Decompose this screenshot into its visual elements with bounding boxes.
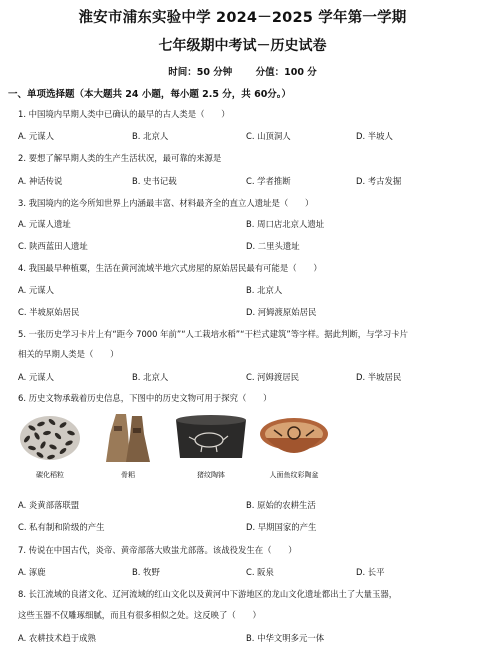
question-7-option-d: D. 长平 [356, 567, 385, 577]
question-3-option-b: B. 周口店北京人遗址 [246, 219, 325, 229]
question-5-option-d: D. 半坡居民 [356, 372, 402, 382]
question-5-option-a: A. 元谋人 [18, 372, 55, 382]
exam-meta [0, 64, 485, 78]
question-6-option-c: C. 私有制和阶级的产生 [18, 522, 105, 532]
question-1-option-c: C. 山顶洞人 [246, 131, 291, 141]
section-heading: 一、单项选择题（本大题共 24 小题，每小题 2.5 分，共 60分。） [8, 89, 292, 100]
question-4-option-b: B. 北京人 [246, 285, 283, 295]
question-6-option-d: D. 早期国家的产生 [246, 522, 317, 532]
question-7-option-a: A. 涿鹿 [18, 567, 46, 577]
question-5-option-b: B. 北京人 [132, 372, 169, 382]
question-1-option-a: A. 元谋人 [18, 131, 55, 141]
exam-subject-title: 七年级期中考试－历史试卷 [158, 38, 327, 54]
exam-school-title: 淮安市浦东实验中学 2024－2025 学年第一学期 [78, 10, 407, 26]
question-2-option-d: D. 考古发掘 [356, 176, 402, 186]
figure-caption-4: 人面鱼纹彩陶盆 [269, 471, 319, 479]
question-8-stem-cont: 这些玉器不仅雕琢细腻，而且有很多相似之处。这反映了（ ） [18, 610, 261, 620]
carbonized-rice-image [14, 412, 86, 464]
question-5-option-c: C. 河姆渡居民 [246, 372, 300, 382]
figure-caption-3: 猪纹陶钵 [197, 471, 225, 479]
question-5-stem-cont: 相关的早期人类是（ ） [18, 349, 119, 359]
exam-score: 分值：100 分 [255, 67, 317, 78]
question-5-stem: 5. 一张历史学习卡片上有“距今 7000 年前”“人工栽培水稻”“干栏式建筑”等字样。据此判断，与学习卡片 [18, 329, 408, 339]
question-8-stem: 8. 长江流域的良渚文化、辽河流域的红山文化以及黄河中下游地区的龙山文化遗址都出土了大量玉器， [18, 589, 398, 599]
question-1-option-b: B. 北京人 [132, 131, 169, 141]
question-3-stem: 3. 我国境内的迄今所知世界上内涵最丰富、材料最齐全的直立人遗址是（ ） [18, 198, 314, 208]
question-4-option-d: D. 河姆渡原始居民 [246, 307, 317, 317]
question-3-option-a: A. 元谋人遗址 [18, 219, 71, 229]
question-2-option-a: A. 神话传说 [18, 176, 63, 186]
exam-time: 时间：50 分钟 [168, 67, 233, 78]
question-2-option-b: B. 史书记载 [132, 176, 177, 186]
question-7-stem: 7. 传说在中国古代，炎帝、黄帝部落大败蚩尤部落。该战役发生在（ ） [18, 545, 297, 555]
figure-caption-1: 碳化稻粒 [36, 471, 64, 479]
figure-caption-2: 骨耜 [121, 471, 135, 479]
question-8-option-a: A. 农耕技术趋于成熟 [18, 633, 96, 643]
question-2-option-c: C. 学者推断 [246, 176, 291, 186]
pig-pattern-bowl-image [172, 412, 250, 464]
question-6-stem: 6. 历史文物承载着历史信息，下图中的历史文物可用于探究（ ） [18, 393, 272, 403]
question-6-option-a: A. 炎黄部落联盟 [18, 500, 80, 510]
question-3-option-c: C. 陕西蓝田人遗址 [18, 241, 88, 251]
question-8-option-b: B. 中华文明多元一体 [246, 633, 325, 643]
face-fish-basin-image [256, 412, 332, 464]
question-2-stem: 2. 要想了解早期人类的生产生活状况，最可靠的来源是 [18, 153, 222, 163]
question-3-option-d: D. 二里头遗址 [246, 241, 300, 251]
question-7-option-b: B. 牧野 [132, 567, 160, 577]
question-7-option-c: C. 阪泉 [246, 567, 274, 577]
question-4-stem: 4. 我国最早种植粟，生活在黄河流域半地穴式房屋的原始居民最有可能是（ ） [18, 263, 322, 273]
bone-spade-image [92, 412, 164, 464]
question-6-option-b: B. 原始的农耕生活 [246, 500, 316, 510]
question-1-stem: 1. 中国境内早期人类中已确认的最早的古人类是（ ） [18, 109, 230, 119]
question-4-option-c: C. 半坡原始居民 [18, 307, 80, 317]
question-1-option-d: D. 半坡人 [356, 131, 393, 141]
question-4-option-a: A. 元谋人 [18, 285, 55, 295]
